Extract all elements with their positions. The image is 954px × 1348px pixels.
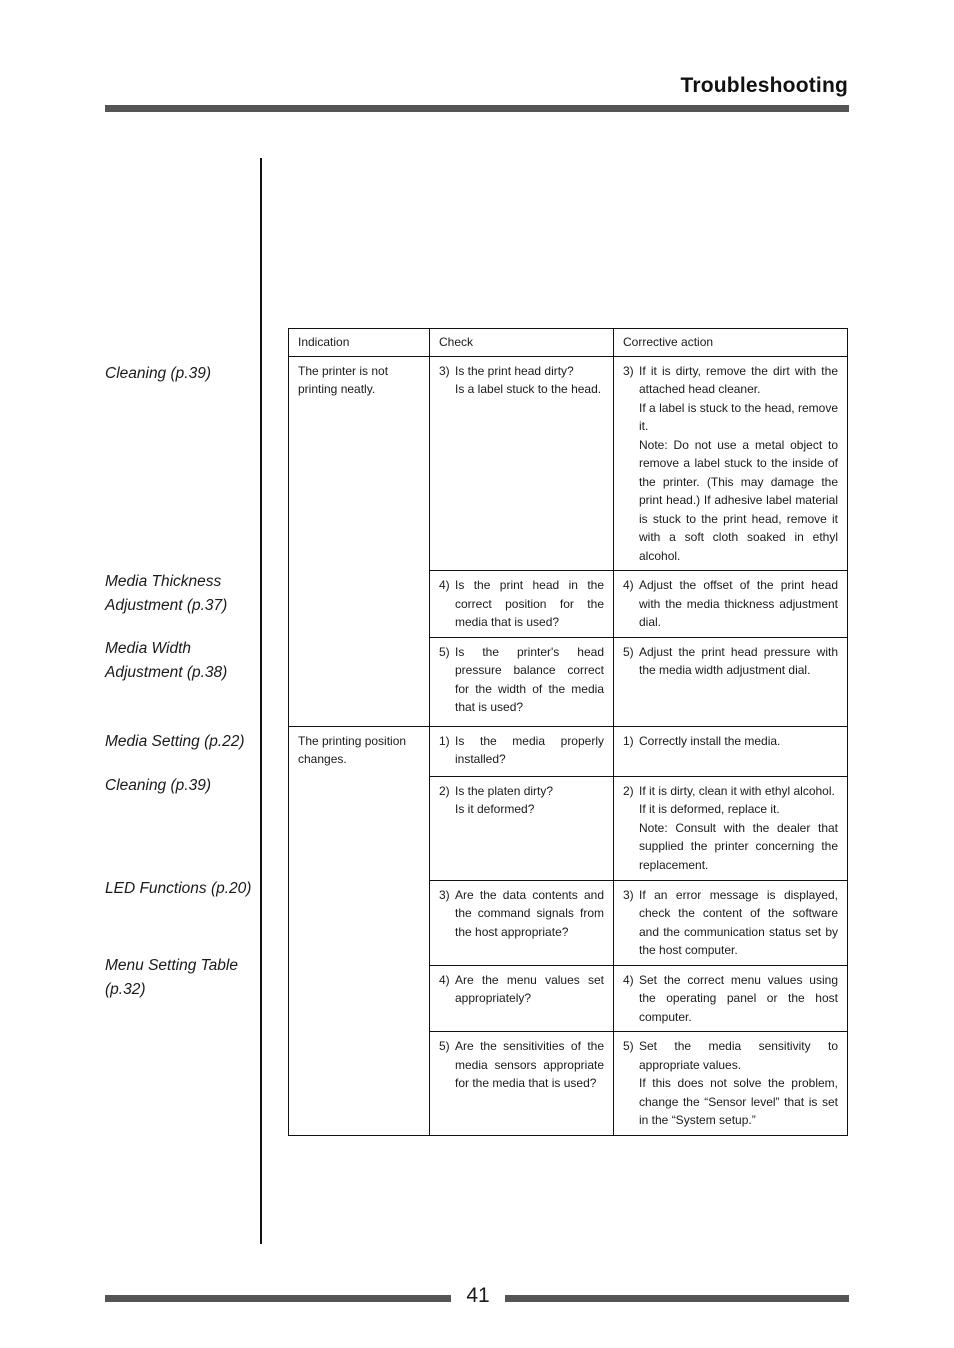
sidebar-ref-cleaning-2[interactable]: Cleaning (p.39): [105, 777, 211, 794]
sidebar-ref-menu-setting[interactable]: Menu Setting Table (p.32): [105, 957, 238, 998]
table-row: [289, 726, 848, 776]
check-number: 3): [439, 363, 450, 378]
page-title: Troubleshooting: [680, 74, 848, 97]
action-number: 1): [623, 733, 634, 748]
check-text: Is a label stuck to the head.: [455, 382, 602, 396]
action-number: 3): [623, 363, 634, 378]
action-cell: [614, 1032, 848, 1136]
check-number: 2): [439, 783, 450, 798]
check-text: Are the sensitivities of the media sensors appropriate for the media that is used?: [455, 1039, 604, 1090]
action-text: Correctly install the media.: [639, 733, 781, 748]
action-number: 4): [623, 972, 634, 987]
indication-cell: The printer is not printing neatly.: [289, 356, 430, 726]
header-indication: Indication: [289, 329, 430, 357]
action-number: 4): [623, 578, 634, 592]
action-text: Note: Consult with the dealer that supplied the printer concerning the replacement.: [639, 820, 838, 872]
check-text: Is the platen dirty?: [455, 783, 554, 798]
action-text: If it is deformed, replace it.: [639, 802, 780, 816]
indication-cell: The printing position changes.: [289, 726, 430, 1136]
action-number: 3): [623, 887, 634, 902]
table-header-row: [289, 329, 848, 357]
sidebar-ref-led-functions[interactable]: LED Functions (p.20): [105, 880, 252, 897]
action-number: 2): [623, 783, 634, 798]
sidebar-ref-media-setting[interactable]: Media Setting (p.22): [105, 733, 245, 750]
check-number: 5): [439, 1039, 450, 1053]
footer-rule-right: [505, 1295, 849, 1302]
check-number: 3): [439, 887, 450, 902]
action-text: Adjust the offset of the print head with the media thickness adjustment dial.: [639, 578, 838, 629]
action-cell: [614, 776, 848, 880]
check-number: 5): [439, 644, 450, 659]
action-text: Adjust the print head pressure with the media width adjustment dial.: [639, 644, 838, 677]
header-rule: [105, 105, 849, 112]
check-text: Is it deformed?: [455, 802, 535, 816]
footer-rule-left: [105, 1295, 451, 1302]
sidebar-ref-media-width[interactable]: Media Width Adjustment (p.38): [105, 640, 228, 681]
sidebar-ref-media-thickness[interactable]: Media Thickness Adjustment (p.37): [105, 573, 228, 614]
action-number: 5): [623, 1039, 634, 1053]
check-number: 4): [439, 972, 450, 987]
check-cell: [430, 776, 614, 880]
troubleshooting-table: [288, 328, 848, 1136]
check-text: Is the print head dirty?: [455, 363, 574, 378]
page-number: 41: [466, 1284, 490, 1307]
check-number: 1): [439, 733, 450, 748]
check-cell: [430, 1032, 614, 1136]
action-cell: [614, 571, 848, 638]
check-cell: [430, 571, 614, 638]
action-cell: [614, 726, 848, 776]
action-text: Note: Do not use a metal object to remove a label stuck to the inside of the printer. (This may damage the print head.) If adhesive label material is stuck to the print head, remove it with a soft cloth soaked in ethyl alcohol.: [639, 437, 838, 563]
check-cell: [430, 356, 614, 571]
action-text: If an error message is displayed, check the content of the software and the communication status set by the host computer.: [639, 887, 838, 957]
action-number: 5): [623, 644, 634, 659]
table-row: [289, 356, 848, 571]
check-cell: [430, 637, 614, 726]
action-text: If it is dirty, remove the dirt with the attached head cleaner.: [639, 363, 838, 396]
action-cell: [614, 965, 848, 1032]
margin-divider: [260, 158, 262, 1244]
action-text: Set the correct menu values using the operating panel or the host computer.: [639, 972, 838, 1024]
check-cell: [430, 880, 614, 965]
action-text: If it is dirty, clean it with ethyl alcohol.: [639, 783, 835, 798]
check-cell: [430, 965, 614, 1032]
check-text: Is the media properly installed?: [455, 733, 604, 766]
header-corrective-action: Corrective action: [614, 329, 848, 357]
action-text: If a label is stuck to the head, remove it.: [639, 400, 838, 433]
sidebar-ref-cleaning[interactable]: Cleaning (p.39): [105, 365, 211, 382]
check-text: Is the printer's head pressure balance correct for the width of the media that is used?: [455, 644, 604, 714]
action-cell: [614, 880, 848, 965]
header-check: Check: [430, 329, 614, 357]
check-number: 4): [439, 578, 450, 592]
action-text: Set the media sensitivity to appropriate values.: [639, 1039, 838, 1072]
check-text: Are the menu values set appropriately?: [455, 972, 604, 1005]
check-cell: [430, 726, 614, 776]
check-text: Is the print head in the correct position for the media that is used?: [455, 578, 604, 629]
action-cell: [614, 637, 848, 726]
action-cell: [614, 356, 848, 571]
action-text: If this does not solve the problem, change the “Sensor level” that is set in the “System setup.”: [639, 1076, 838, 1127]
check-text: Are the data contents and the command signals from the host appropriate?: [455, 887, 604, 939]
